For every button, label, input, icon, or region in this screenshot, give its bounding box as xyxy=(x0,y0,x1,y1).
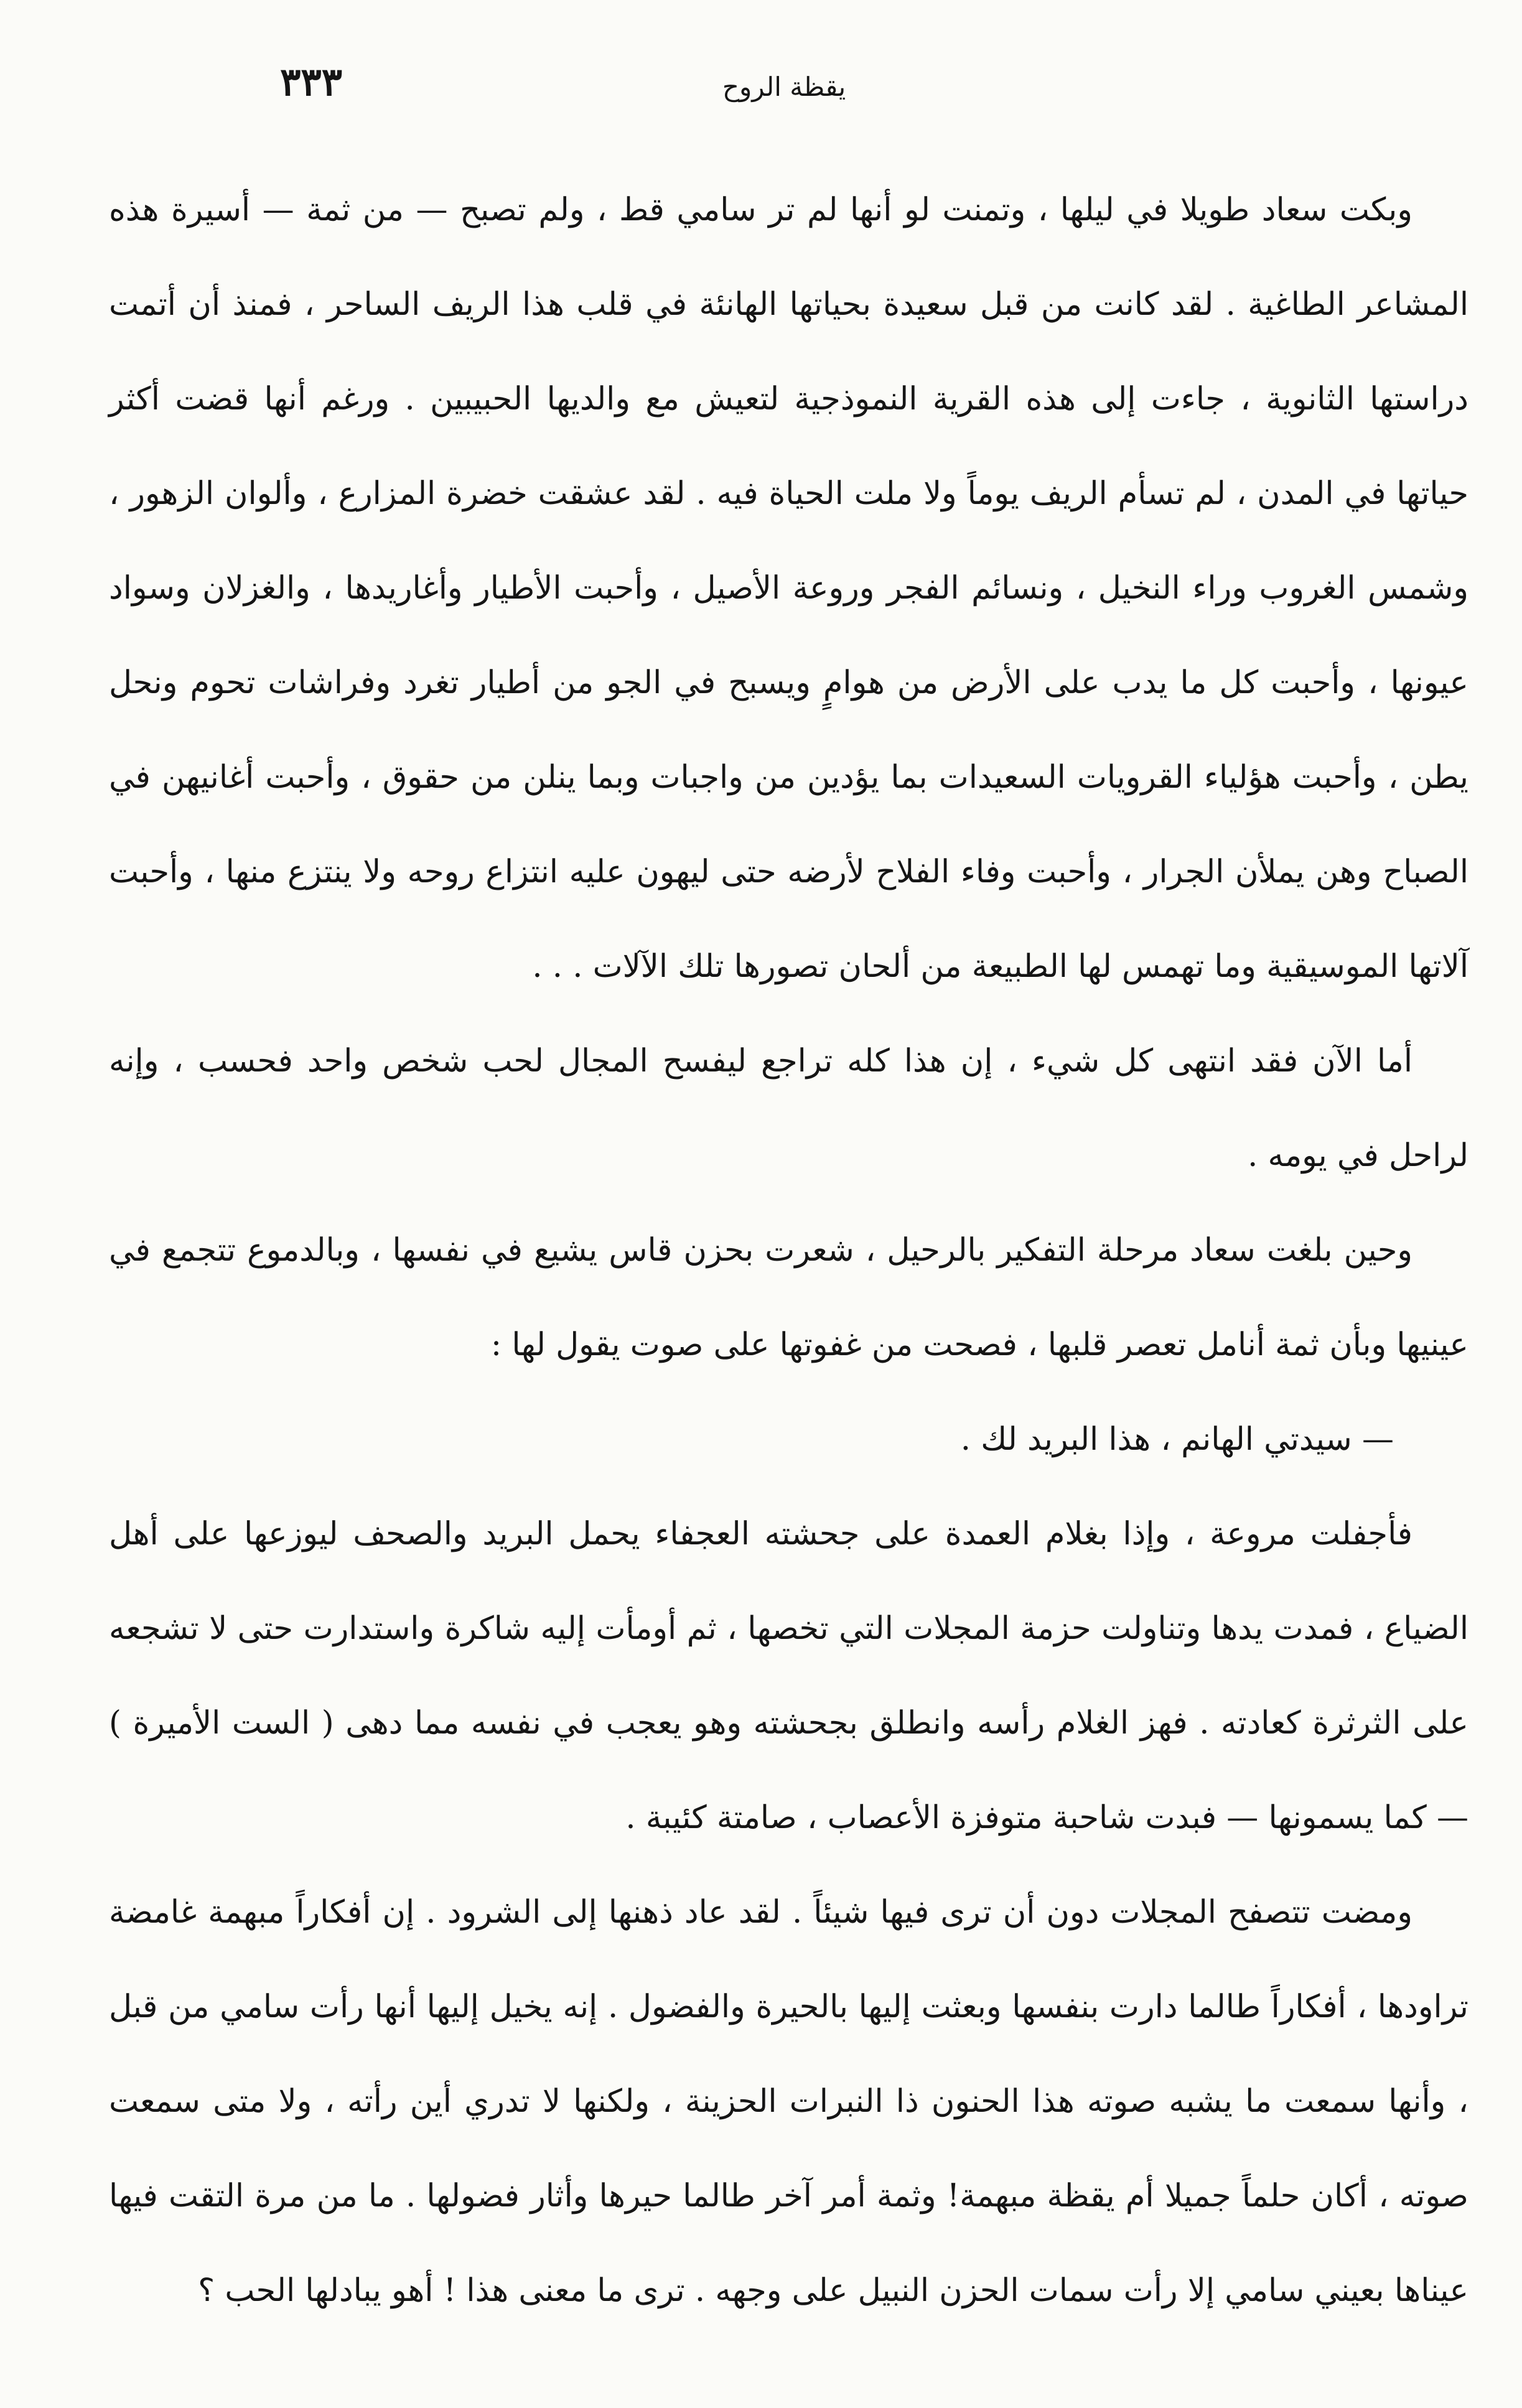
running-title: يقظة الروح xyxy=(722,72,846,102)
page-number: ٣٣٣ xyxy=(280,59,342,105)
dialogue-line: — سيدتي الهانم ، هذا البريد لك . xyxy=(960,1421,1394,1458)
body-text xyxy=(109,163,1468,2338)
paragraph: فأجفلت مروعة ، وإذا بغلام العمدة على جحشته العجفاء يحمل البريد والصحف ليوزعها على أهل الضياع ، فمدت يدها وتناولت حزمة المجلات التي تخصها ، ثم أومأت إليه شاكرة واستدارت حتى لا تشجعه على الثرثرة كعادته . فهز الغلام رأسه وانطلق بجحشته وهو يعجب في نفسه مما دهى ( الست الأميرة ) — كما يسمونها — فبدت شاحبة متوفزة الأعصاب ، صامتة كئيبة . xyxy=(109,1516,1468,1836)
page-header xyxy=(106,59,1462,128)
paragraph: وحين بلغت سعاد مرحلة التفكير بالرحيل ، شعرت بحزن قاس يشيع في نفسها ، وبالدموع تتجمع في عينيها وبأن ثمة أنامل تعصر قلبها ، فصحت من غفوتها على صوت يقول لها : xyxy=(109,1232,1468,1363)
paragraph: ومضت تتصفح المجلات دون أن ترى فيها شيئاً . لقد عاد ذهنها إلى الشرود . إن أفكاراً مبهمة غامضة تراودها ، أفكاراً طالما دارت بنفسها وبعثت إليها بالحيرة والفضول . إنه يخيل إليها أنها رأت سامي من قبل ، وأنها سمعت ما يشبه صوته هذا الحنون ذا النبرات الحزينة ، ولكنها لا تدري أين رأته ، ولا متى سمعت صوته ، أكان حلماً جميلا أم يقظة مبهمة! وثمة أمر آخر طالما حيرها وأثار فضولها . ما من مرة التقت فيها عيناها بعيني سامي إلا رأت سمات الحزن النبيل على وجهه . ترى ما معنى هذا ! أهو يبادلها الحب ؟ xyxy=(109,1894,1468,2309)
paragraph: أما الآن فقد انتهى كل شيء ، إن هذا كله تراجع ليفسح المجال لحب شخص واحد فحسب ، وإنه لراحل في يومه . xyxy=(109,1043,1468,1174)
paragraph: وبكت سعاد طويلا في ليلها ، وتمنت لو أنها لم تر سامي قط ، ولم تصبح — من ثمة — أسيرة هذه المشاعر الطاغية . لقد كانت من قبل سعيدة بحياتها الهانئة في قلب هذا الريف الساحر ، فمنذ أن أتمت دراستها الثانوية ، جاءت إلى هذه القرية النموذجية لتعيش مع والديها الحبيبين . ورغم أنها قضت أكثر حياتها في المدن ، لم تسأم الريف يوماً ولا ملت الحياة فيه . لقد عشقت خضرة المزارع ، وألوان الزهور ، وشمس الغروب وراء النخيل ، ونسائم الفجر وروعة الأصيل ، وأحبت الأطيار وأغاريدها ، والغزلان وسواد عيونها ، وأحبت كل ما يدب على الأرض من هوامٍ ويسبح في الجو من أطيار تغرد وفراشات تحوم ونحل يطن ، وأحبت هؤلياء القرويات السعيدات بما يؤدين من واجبات وبما ينلن من حقوق ، وأحبت أغانيهن في الصباح وهن يملأن الجرار ، وأحبت وفاء الفلاح لأرضه حتى ليهون عليه انتزاع روحه ولا ينتزع منها ، وأحبت آلاتها الموسيقية وما تهمس لها الطبيعة من ألحان تصورها تلك الآلات . . . xyxy=(109,192,1468,985)
